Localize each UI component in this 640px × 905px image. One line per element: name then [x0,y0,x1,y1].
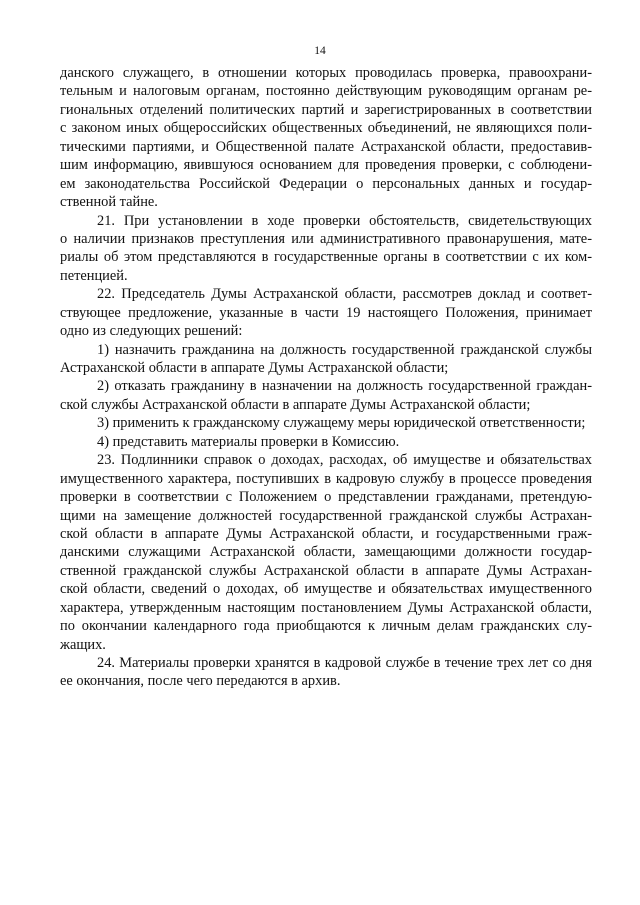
text-line: о наличии признаков преступления или административного правонарушения, мате- [60,230,592,247]
body-text [60,64,592,691]
text-line: 2) отказать гражданину в назначении на должность государственной граждан- [97,378,592,395]
text-line: петенцией. [60,267,128,284]
text-line: тическими партиями, и Общественной палате Астраханской области, предоставив- [60,138,592,155]
text-line: проверки в соответствии с Положением о представлении гражданами, претендую- [60,489,592,506]
text-line: ее окончания, после чего передаются в архив. [60,673,341,690]
text-line: ственной тайне. [60,194,158,211]
text-line: ской области, сведений о доходах, об имуществе и обязательствах имущественного [60,581,592,598]
text-line: гиональных отделений политических партий и зарегистрированных в соответствии [60,101,592,118]
text-line: 22. Председатель Думы Астраханской области, рассмотрев доклад и соответ- [97,286,592,303]
text-line: 3) применить к гражданскому служащему меры юридической ответственности; [97,415,586,432]
text-line: шим информацию, явившуюся основанием для проведения проверки, с соблюдени- [60,157,592,174]
text-line: жащих. [60,636,106,653]
text-line: 21. При установлении в ходе проверки обстоятельств, свидетельствующих [97,212,592,229]
text-line: имущественного характера, поступивших в кадровую службу в процессе проведения [60,470,592,487]
text-line: тельным и налоговым органам, постоянно действующим руководящим органам ре- [60,83,592,100]
text-line: риалы об этом представляются в государственные органы в соответствии с их ком- [60,249,592,266]
text-line: 23. Подлинники справок о доходах, расходах, об имуществе и обязательствах [97,452,592,469]
text-line: Астраханской области в аппарате Думы Астраханской области; [60,360,449,376]
text-line: данскими служащими Астраханской области, замещающими должности государ- [60,544,592,561]
text-line: 4) представить материалы проверки в Комиссию. [97,433,400,450]
text-line: 24. Материалы проверки хранятся в кадровой службе в течение трех лет со дня [97,655,592,671]
page-number: 14 [314,45,326,57]
text-line: характера, утвержденным настоящим постановлением Думы Астраханской области, [60,599,592,616]
text-line: с законом иных общероссийских общественных объединений, не являющихся поли- [60,120,592,137]
text-line: ственной гражданской службы Астраханской области в аппарате Думы Астрахан- [60,562,592,579]
text-line: данского служащего, в отношении которых проводилась проверка, правоохрани- [60,65,592,81]
text-line: по окончании календарного года приобщаются к личным делам гражданских слу- [60,618,592,635]
text-line: щими на замещение должностей государственной гражданской службы Астрахан- [60,507,592,524]
text-line: 1) назначить гражданина на должность государственной гражданской службы [97,341,592,358]
text-line: ской службы Астраханской области в аппарате Думы Астраханской области; [60,396,531,413]
text-line: ем законодательства Российской Федерации о персональных данных и государ- [60,175,592,192]
text-line: ской области в аппарате Думы Астраханской области, и государственными граж- [60,525,592,542]
text-line: ствующее предложение, указанные в части 19 настоящего Положения, принимает [60,304,592,321]
text-line: одно из следующих решений: [60,323,243,340]
